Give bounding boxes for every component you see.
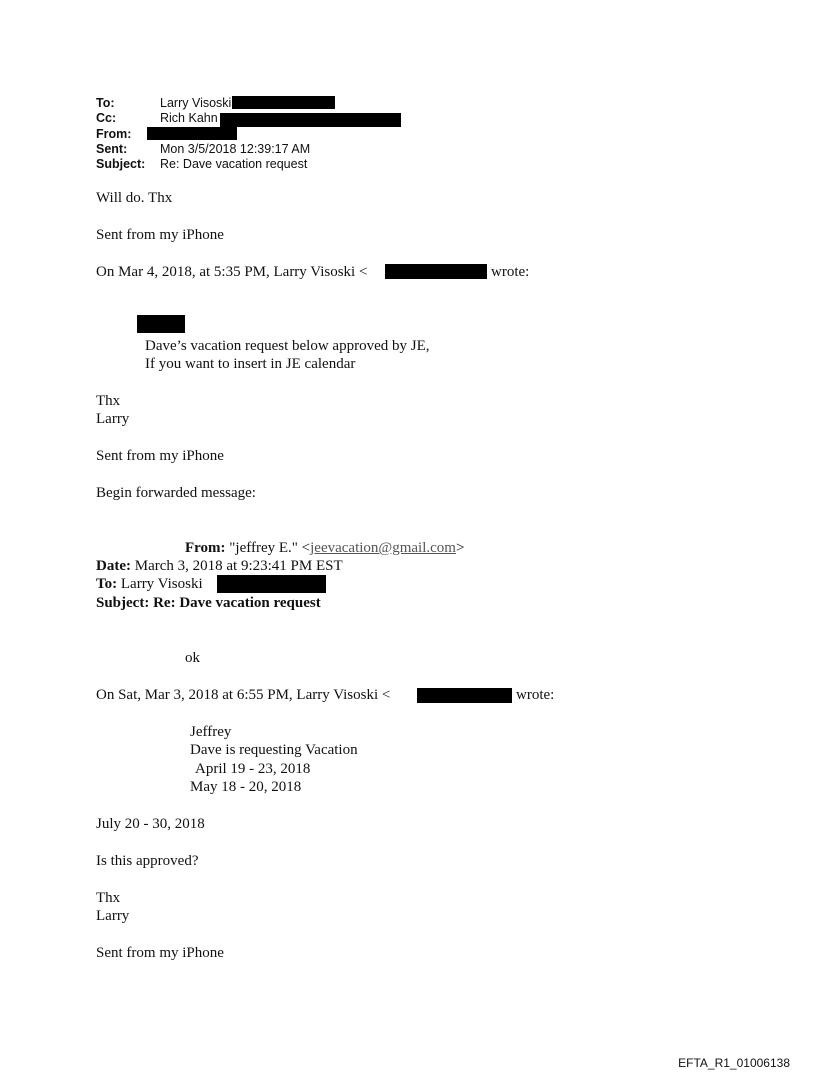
header-sent-label: Sent: — [96, 142, 128, 156]
header-cc-value: Rich Kahn — [160, 111, 218, 125]
quote1-name: Larry — [96, 411, 130, 427]
quote2-line5: July 20 - 30, 2018 — [96, 816, 205, 832]
forwarded-from-email-link[interactable]: jeevacation@gmail.com — [310, 540, 456, 556]
quote2-intro-post: wrote: — [516, 687, 555, 703]
forwarded-to-value: Larry Visoski — [120, 576, 203, 592]
forwarded-from — [185, 539, 464, 557]
forwarded-intro: Begin forwarded message: — [96, 485, 256, 501]
header-subject-value: Re: Dave vacation request — [160, 157, 308, 171]
redaction-block — [147, 127, 237, 140]
forwarded-body: ok — [185, 650, 200, 666]
quote2-intro: On Sat, Mar 3, 2018 at 6:55 PM, Larry Visoski < — [96, 687, 391, 703]
header-to-value: Larry Visoski — [160, 96, 232, 110]
reply-signature: Sent from my iPhone — [96, 227, 224, 243]
quote2-signature: Sent from my iPhone — [96, 945, 224, 961]
quote2-line2: Dave is requesting Vacation — [190, 742, 358, 758]
redaction-block — [417, 688, 512, 703]
quote1-line2: If you want to insert in JE calendar — [145, 356, 356, 372]
quote1-intro — [96, 263, 367, 281]
redaction-block — [232, 96, 335, 109]
header-from-label: From: — [96, 127, 132, 141]
header-to-label: To: — [96, 96, 115, 110]
header-subject-label: Subject: — [96, 157, 146, 171]
redaction-block — [137, 315, 185, 333]
quote2-line4: May 18 - 20, 2018 — [190, 779, 302, 795]
quote2-line3: April 19 - 23, 2018 — [195, 761, 311, 777]
forwarded-date — [96, 557, 343, 575]
forwarded-subject-label: Subject: — [96, 595, 150, 611]
reply-text: Will do. Thx — [96, 190, 173, 206]
forwarded-from-label: From: — [185, 540, 226, 556]
quote1-thx: Thx — [96, 393, 121, 409]
redaction-block — [220, 113, 401, 127]
redaction-block — [385, 264, 487, 279]
header-cc-label: Cc: — [96, 111, 117, 125]
quote2-name: Larry — [96, 908, 130, 924]
quote1-line1: Dave’s vacation request below approved by JE, — [145, 338, 430, 354]
quote1-intro-post: wrote: — [491, 264, 530, 280]
redaction-block — [217, 575, 326, 593]
header-sent-value: Mon 3/5/2018 12:39:17 AM — [160, 142, 311, 156]
document-id: EFTA_R1_01006138 — [678, 1056, 790, 1070]
forwarded-date-value: March 3, 2018 at 9:23:41 PM EST — [134, 558, 343, 574]
forwarded-to — [96, 575, 203, 593]
quote2-question: Is this approved? — [96, 853, 199, 869]
forwarded-to-label: To: — [96, 576, 118, 592]
quote2-line1: Jeffrey — [190, 724, 232, 740]
forwarded-subject-value: Re: Dave vacation request — [153, 595, 321, 611]
quote1-signature: Sent from my iPhone — [96, 448, 224, 464]
quote2-thx: Thx — [96, 890, 121, 906]
forwarded-from-name: "jeffrey E." < — [229, 540, 311, 556]
quote1-intro-pre: On Mar 4, 2018, at 5:35 PM, Larry Visoski < — [96, 264, 368, 280]
forwarded-from-close: > — [455, 540, 465, 556]
forwarded-subject — [96, 594, 321, 612]
forwarded-date-label: Date: — [96, 558, 131, 574]
